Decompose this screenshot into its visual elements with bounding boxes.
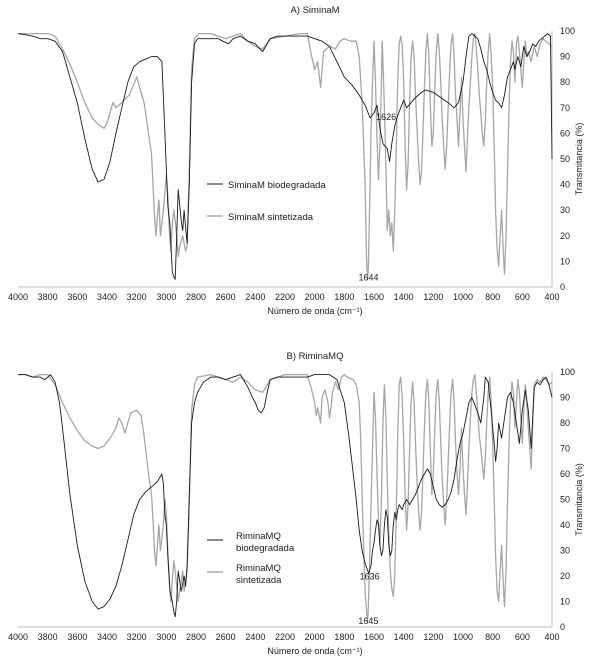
x-tick-label: 2200 <box>274 632 296 642</box>
y-tick-label: 90 <box>560 392 571 403</box>
x-tick-label: 3400 <box>96 632 118 642</box>
y-tick-label: 30 <box>560 545 571 556</box>
legend-label: SiminaM biodegradada <box>228 180 326 191</box>
y-tick-label: 80 <box>560 77 571 88</box>
x-tick-label: 1200 <box>423 292 444 302</box>
x-tick-label: 2800 <box>185 292 207 302</box>
y-tick-label: 40 <box>560 520 571 530</box>
y-axis-label: Transmitancia (%) <box>574 122 584 196</box>
x-tick-label: 3000 <box>156 292 177 302</box>
y-tick-label: 10 <box>560 596 571 607</box>
y-tick-label: 70 <box>560 102 571 113</box>
x-tick-label: 400 <box>544 632 560 642</box>
panel-b-riminamq <box>8 351 584 656</box>
x-tick-label: 1400 <box>393 292 414 302</box>
x-tick-label: 3600 <box>67 632 88 642</box>
x-tick-label: 2800 <box>185 632 207 642</box>
peak-annotation: 1636 <box>359 571 380 582</box>
legend-label: SiminaM sintetizada <box>228 212 314 223</box>
x-tick-label: 3800 <box>37 292 58 302</box>
y-tick-label: 100 <box>560 26 576 36</box>
x-tick-label: 2400 <box>245 292 266 302</box>
x-tick-label: 1800 <box>334 292 355 302</box>
y-tick-label: 30 <box>560 205 571 216</box>
x-tick-label: 3800 <box>37 632 58 642</box>
x-tick-label: 2000 <box>304 292 325 302</box>
panel-title: B) RiminaMQ <box>286 351 344 362</box>
y-tick-label: 100 <box>560 367 576 377</box>
x-tick-label: 3000 <box>156 632 177 642</box>
x-tick-label: 400 <box>544 292 560 302</box>
panel-title: A) SiminaM <box>290 5 340 16</box>
x-tick-label: 3400 <box>96 292 118 302</box>
x-tick-label: 800 <box>485 632 501 642</box>
x-tick-label: 600 <box>514 632 530 642</box>
x-tick-label: 3600 <box>67 292 88 302</box>
x-axis-label: Número de onda (cm⁻¹) <box>267 306 363 316</box>
x-tick-label: 2600 <box>215 292 236 302</box>
x-tick-label: 2600 <box>215 632 236 642</box>
series-line-sintetizada <box>18 34 552 283</box>
peak-annotation: 1644 <box>358 272 379 283</box>
x-tick-label: 1000 <box>452 632 474 642</box>
series-line-sintetizada <box>18 375 552 622</box>
y-tick-label: 60 <box>560 128 571 139</box>
y-tick-label: 70 <box>560 443 571 454</box>
x-tick-label: 1800 <box>334 632 355 642</box>
x-tick-label: 800 <box>485 292 501 302</box>
series-line-biodegradada <box>18 375 552 617</box>
x-tick-label: 1600 <box>363 632 385 642</box>
x-tick-label: 1400 <box>393 632 414 642</box>
x-tick-label: 2400 <box>245 632 266 642</box>
x-tick-label: 2000 <box>304 632 325 642</box>
x-axis-label: Número de onda (cm⁻¹) <box>267 646 363 656</box>
panel-a-siminam <box>8 5 584 316</box>
y-tick-label: 80 <box>560 418 571 428</box>
y-tick-label: 20 <box>560 571 571 581</box>
legend-label: RiminaMQ sintetizada <box>236 563 282 586</box>
x-tick-label: 600 <box>514 292 530 302</box>
peak-annotation: 1645 <box>358 615 379 626</box>
y-tick-label: 50 <box>560 494 571 505</box>
y-tick-label: 0 <box>560 622 566 632</box>
x-tick-label: 3200 <box>126 632 147 642</box>
x-tick-label: 1200 <box>423 632 444 642</box>
y-tick-label: 0 <box>560 282 566 292</box>
legend-label: RiminaMQ biodegradada <box>236 531 295 554</box>
x-tick-label: 4000 <box>7 632 29 642</box>
x-tick-label: 1600 <box>363 292 385 302</box>
x-tick-label: 2200 <box>274 292 296 302</box>
series-line-biodegradada <box>18 34 552 283</box>
y-tick-label: 20 <box>560 230 571 241</box>
y-tick-label: 50 <box>560 154 571 164</box>
y-tick-label: 10 <box>560 256 571 267</box>
y-tick-label: 40 <box>560 179 571 190</box>
y-tick-label: 60 <box>560 469 571 479</box>
y-axis-label: Transmitancia (%) <box>574 463 584 536</box>
peak-annotation: 1626 <box>376 112 397 123</box>
x-tick-label: 3200 <box>126 292 147 302</box>
x-tick-label: 4000 <box>7 292 29 302</box>
y-tick-label: 90 <box>560 51 571 62</box>
x-tick-label: 1000 <box>452 292 474 302</box>
